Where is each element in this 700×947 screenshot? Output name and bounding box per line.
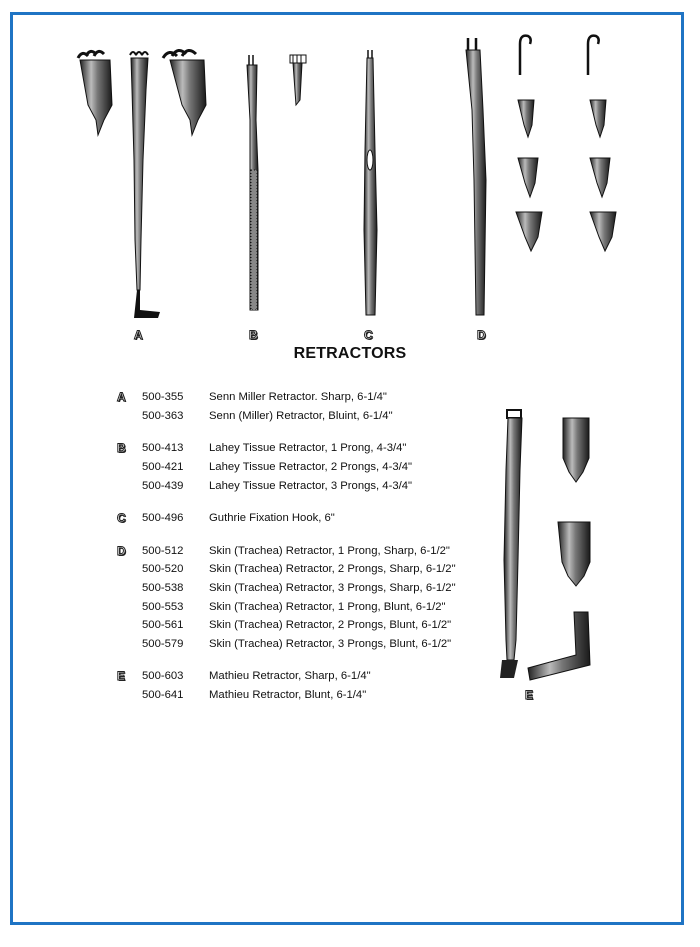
- page-title: RETRACTORS: [293, 345, 407, 362]
- instrument-d-skin-retractor: [466, 38, 486, 315]
- item-number: 500-579: [142, 637, 184, 650]
- figure-label-c: C: [364, 328, 373, 342]
- catalog-row: [117, 458, 456, 477]
- catalog-row: [117, 667, 456, 686]
- item-description: Mathieu Retractor, Sharp, 6-1/4": [209, 670, 371, 683]
- item-description: Guthrie Fixation Hook, 6": [209, 512, 335, 525]
- item-number: 500-553: [142, 600, 184, 613]
- group-letter: E: [117, 669, 126, 684]
- catalog-row: [117, 597, 456, 616]
- instrument-e-mathieu-retractor: [500, 410, 590, 680]
- catalog-row: [117, 407, 456, 426]
- item-number: 500-538: [142, 582, 184, 595]
- item-number: 500-641: [142, 689, 184, 702]
- item-description: Skin (Trachea) Retractor, 1 Prong, Sharp, 6-1/2": [209, 544, 450, 557]
- group-letter: C: [117, 511, 126, 526]
- group-letter: A: [117, 390, 126, 405]
- item-description: Mathieu Retractor, Blunt, 6-1/4": [209, 689, 367, 702]
- figure-label-b: B: [249, 328, 258, 342]
- item-description: Skin (Trachea) Retractor, 2 Prongs, Blunt, 6-1/2": [209, 619, 452, 632]
- catalog-row: [117, 635, 456, 654]
- item-description: Lahey Tissue Retractor, 1 Prong, 4-3/4": [209, 442, 407, 455]
- item-description: Skin (Trachea) Retractor, 1 Prong, Blunt, 6-1/2": [209, 600, 446, 613]
- catalog-row: [117, 579, 456, 598]
- item-number: 500-439: [142, 479, 184, 492]
- item-description: Lahey Tissue Retractor, 2 Prongs, 4-3/4": [209, 461, 413, 474]
- item-description: Skin (Trachea) Retractor, 3 Prongs, Sharp, 6-1/2": [209, 582, 456, 595]
- item-description: Skin (Trachea) Retractor, 2 Prongs, Sharp, 6-1/2": [209, 563, 456, 576]
- instrument-d-tip-details: [516, 36, 616, 251]
- item-number: 500-413: [142, 442, 184, 455]
- instrument-c-guthrie-hook: [364, 50, 377, 315]
- catalog-row: [117, 616, 456, 635]
- item-number: 500-512: [142, 544, 184, 557]
- catalog-group-b: [117, 439, 456, 495]
- item-number: 500-496: [142, 512, 184, 525]
- item-description: Senn (Miller) Retractor, Bluint, 6-1/4": [209, 409, 393, 422]
- catalog-group-d: [117, 542, 456, 654]
- catalog-group-c: [117, 509, 456, 528]
- item-number: 500-363: [142, 409, 184, 422]
- item-number: 500-603: [142, 670, 184, 683]
- figure-label-e: E: [525, 688, 534, 702]
- item-number: 500-355: [142, 391, 184, 404]
- catalog-group-a: [117, 388, 456, 425]
- catalog-row: [117, 509, 456, 528]
- catalog-row: [117, 476, 456, 495]
- catalog-row: [117, 560, 456, 579]
- instrument-a-senn-retractor: [78, 50, 206, 318]
- catalog-row: [117, 542, 456, 561]
- instrument-b-lahey-retractor: [247, 55, 306, 310]
- group-letter: B: [117, 441, 126, 456]
- catalog-row: [117, 686, 456, 705]
- catalog-group-e: [117, 667, 456, 704]
- figure-label-d: D: [477, 328, 486, 342]
- item-description: Senn Miller Retractor. Sharp, 6-1/4": [209, 391, 387, 404]
- catalog-list: [117, 388, 456, 718]
- figure-label-a: A: [134, 328, 143, 342]
- catalog-row: [117, 439, 456, 458]
- catalog-row: [117, 388, 456, 407]
- group-letter: D: [117, 543, 126, 558]
- item-number: 500-561: [142, 619, 184, 632]
- item-description: Skin (Trachea) Retractor, 3 Prongs, Blunt, 6-1/2": [209, 637, 452, 650]
- item-number: 500-421: [142, 461, 184, 474]
- item-number: 500-520: [142, 563, 184, 576]
- item-description: Lahey Tissue Retractor, 3 Prongs, 4-3/4": [209, 479, 413, 492]
